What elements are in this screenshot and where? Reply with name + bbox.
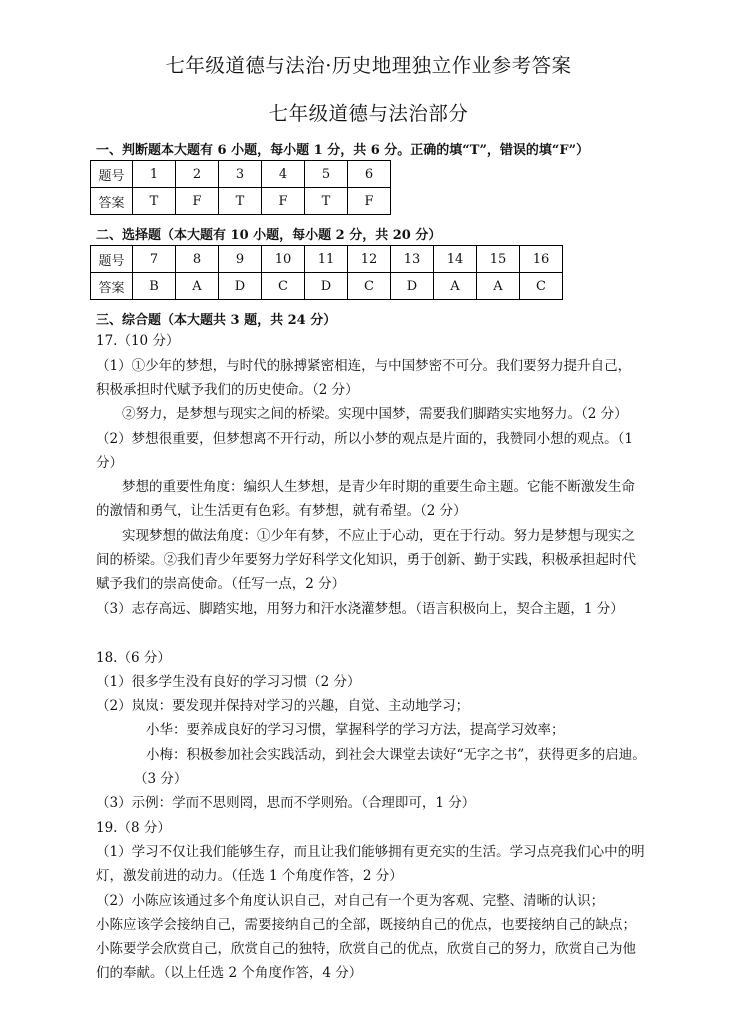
table-row [91,273,563,300]
judgment-answer-table [90,160,391,215]
table-cell: D [391,273,434,300]
text-line: ②努力，是梦想与现实之间的桥梁。实现中国梦，需要我们脚踏实实地努力。（2 分） [122,406,628,422]
text-line: （1）很多学生没有良好的学习习惯（2 分） [96,674,361,690]
table-cell: C [520,273,563,300]
table-cell: C [262,273,305,300]
table-cell: 6 [348,161,391,188]
text-line: （2）岚岚：要发现并保持对学习的兴趣，自觉、主动地学习； [96,698,470,714]
table-cell: 7 [133,246,176,273]
row-label-number: 题号 [91,161,133,188]
text-line: 间的桥梁。②我们青少年要努力学好科学文化知识，勇于创新、勤于实践，积极承担起时代 [96,552,636,568]
table-cell: T [133,188,176,215]
table-row [91,161,391,188]
row-label-answer: 答案 [91,188,133,215]
table-row [91,246,563,273]
table-cell: 10 [262,246,305,273]
table-cell: 2 [176,161,219,188]
text-line: 梦想的重要性角度：编织人生梦想，是青少年时期的重要生命主题。它能不断激发生命 [122,479,635,495]
table-cell: C [348,273,391,300]
table-cell: 13 [391,246,434,273]
text-line: 实现梦想的做法角度：①少年有梦，不应止于心动，更在于行动。努力是梦想与现实之 [122,528,635,544]
row-label-answer: 答案 [91,273,133,300]
text-line: 的激情和勇气，让生活更有色彩。有梦想，就有希望。（2 分） [96,503,467,519]
text-line: （3 分） [134,771,188,787]
table-cell: 14 [434,246,477,273]
text-line: 分） [96,455,123,471]
text-line: 小陈应该学会接纳自己，需要接纳自己的全部，既接纳自己的优点，也要接纳自己的缺点； [96,917,636,933]
question-18-heading: 18.（6 分） [96,650,171,666]
table-cell: 3 [219,161,262,188]
question-17-heading: 17.（10 分） [96,333,180,349]
text-line: 小梅：积极参加社会实践活动，到社会大课堂去读好“无字之书”，获得更多的启迪。 [146,747,646,763]
section3-heading: 三、综合题（本大题共 3 题，共 24 分） [96,313,337,328]
section1-heading: 一、判断题本大题有 6 小题，每小题 1 分，共 6 分。正确的填“T”，错误的填“F”） [96,143,590,158]
table-cell: F [176,188,219,215]
section-subtitle: 七年级道德与法治部分 [268,102,469,125]
table-cell: 11 [305,246,348,273]
table-row [91,188,391,215]
text-line: 小华：要养成良好的学习习惯，掌握科学的学习方法，提高学习效率； [146,722,565,738]
row-label-number: 题号 [91,246,133,273]
text-line: （2）梦想很重要，但梦想离不开行动，所以小梦的观点是片面的，我赞同小想的观点。（1 [96,431,633,447]
choice-answer-table [90,245,563,300]
table-cell: 4 [262,161,305,188]
table-cell: 15 [477,246,520,273]
text-line: 灯，激发前进的动力。（任选 1 个角度作答，2 分） [96,868,403,884]
table-cell: A [176,273,219,300]
question-19-heading: 19.（8 分） [96,820,171,836]
table-cell: D [305,273,348,300]
table-cell: B [133,273,176,300]
table-cell: A [477,273,520,300]
table-cell: T [219,188,262,215]
text-line: （3）志存高远、脚踏实地，用努力和汗水浇灌梦想。（语言积极向上，契合主题，1 分） [96,601,624,617]
text-line: 小陈要学会欣赏自己，欣赏自己的独特，欣赏自己的优点，欣赏自己的努力，欣赏自己为他 [96,941,636,957]
table-cell: A [434,273,477,300]
text-line: 赋予我们的崇高使命。（任写一点，2 分） [96,576,346,592]
table-cell: 5 [305,161,348,188]
table-cell: 12 [348,246,391,273]
table-cell: 8 [176,246,219,273]
table-cell: D [219,273,262,300]
document-title: 七年级道德与法治·历史地理独立作业参考答案 [165,54,572,77]
table-cell: F [348,188,391,215]
table-cell: 16 [520,246,563,273]
table-cell: F [262,188,305,215]
table-cell: T [305,188,348,215]
table-cell: 1 [133,161,176,188]
section2-heading: 二、选择题（本大题有 10 小题，每小题 2 分，共 20 分） [96,228,442,243]
text-line: 们的奉献。（以上任选 2 个角度作答，4 分） [96,965,363,981]
text-line: （3）示例：学而不思则罔，思而不学则殆。（合理即可，1 分） [96,795,476,811]
text-line: 积极承担时代赋予我们的历史使命。（2 分） [96,382,359,398]
text-line: （1）学习不仅让我们能够生存，而且让我们能够拥有更充实的生活。学习点亮我们心中的明 [96,844,645,860]
text-line: （1）①少年的梦想，与时代的脉搏紧密相连，与中国梦密不可分。我们要努力提升自己， [96,358,632,374]
text-line: （2）小陈应该通过多个角度认识自己，对自己有一个更为客观、完整、清晰的认识； [96,893,605,909]
table-cell: 9 [219,246,262,273]
